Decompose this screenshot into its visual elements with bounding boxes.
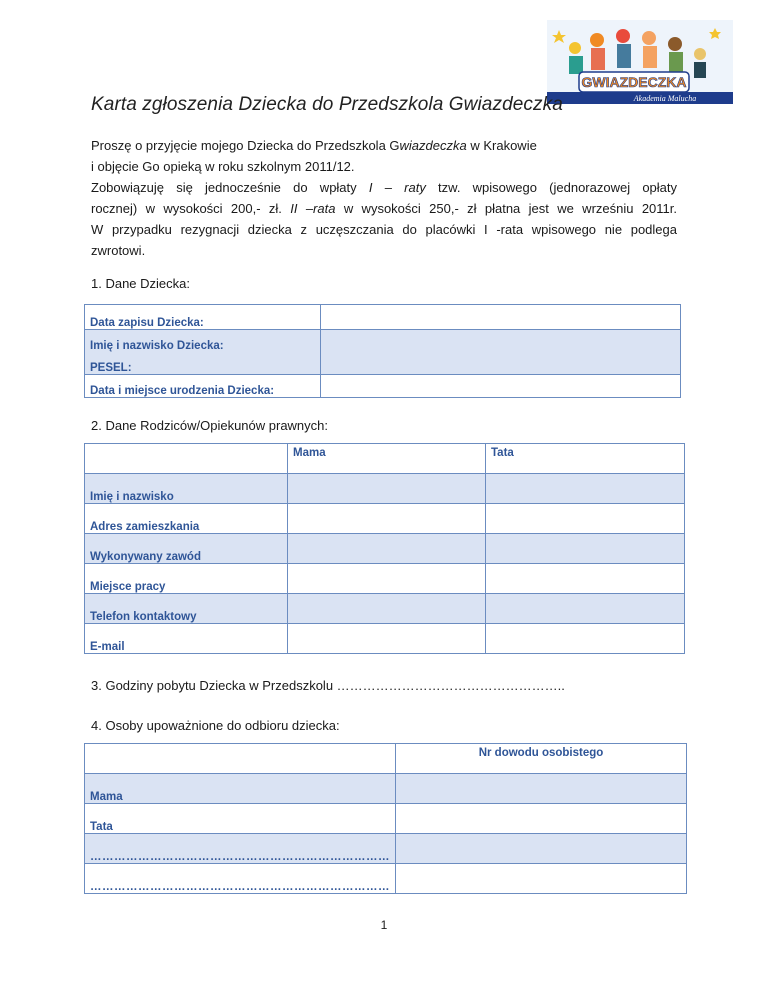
id-cell[interactable] <box>396 834 687 864</box>
tata-cell[interactable] <box>486 564 685 594</box>
row-label: Miejsce pracy <box>85 564 288 594</box>
child-data-table <box>84 304 681 398</box>
table-row <box>85 330 681 352</box>
value-cell[interactable] <box>321 305 681 330</box>
mama-cell[interactable] <box>288 564 486 594</box>
id-cell[interactable] <box>396 864 687 894</box>
table-row <box>85 305 681 330</box>
header-empty-cell <box>85 444 288 474</box>
dotted-name-line[interactable]: ………………………………………………………………… <box>85 864 396 894</box>
tata-cell[interactable] <box>486 504 685 534</box>
row-label: Tata <box>85 804 396 834</box>
mama-cell[interactable] <box>288 594 486 624</box>
table-row <box>85 564 685 594</box>
page-title: Karta zgłoszenia Dziecka do Przedszkola Gwiazdeczka <box>91 94 563 115</box>
tata-cell[interactable] <box>486 474 685 504</box>
table-row <box>85 864 687 894</box>
section1-heading: 1. Dane Dziecka: <box>91 276 190 291</box>
table-row <box>85 594 685 624</box>
column-header-id: Nr dowodu osobistego <box>396 744 687 774</box>
value-cell[interactable] <box>321 330 681 375</box>
value-cell[interactable] <box>321 375 681 398</box>
id-cell[interactable] <box>396 804 687 834</box>
mama-cell[interactable] <box>288 534 486 564</box>
row-label: PESEL: <box>85 352 321 375</box>
section4-heading: 4. Osoby upoważnione do odbioru dziecka: <box>91 718 340 733</box>
table-row <box>85 744 687 774</box>
tata-cell[interactable] <box>486 624 685 654</box>
mama-cell[interactable] <box>288 504 486 534</box>
row-label: Imię i nazwisko <box>85 474 288 504</box>
tata-cell[interactable] <box>486 534 685 564</box>
kindergarten-logo <box>545 18 735 106</box>
table-row <box>85 474 685 504</box>
column-header-tata: Tata <box>486 444 685 474</box>
row-label: Telefon kontaktowy <box>85 594 288 624</box>
dotted-name-line[interactable]: ………………………………………………………………… <box>85 834 396 864</box>
row-label: Imię i nazwisko Dziecka: <box>85 330 321 352</box>
logo-sub-text: Akademia Malucha <box>633 94 697 103</box>
tata-cell[interactable] <box>486 594 685 624</box>
logo-brand-text: GWIAZDECZKA <box>581 74 687 90</box>
table-row <box>85 624 685 654</box>
table-row <box>85 444 685 474</box>
header-empty-cell <box>85 744 396 774</box>
row-label: Wykonywany zawód <box>85 534 288 564</box>
table-row <box>85 375 681 398</box>
intro-paragraph: Proszę o przyjęcie mojego Dziecka do Przedszkola Gwiazdeczka w Krakowie i objęcie Go opieką w roku szkolnym 2011/12. Zobowiązuję się jednocześnie do wpłaty I – raty tzw. wpisowego (jednorazowej opłaty rocznej) w wysokości 200,- zł. II –rata w wysokości 250,- zł płatna jest we wrześniu 2011r. W przypadku rezygnacji dziecka z uczęszczania do placówki I -rata wpisowego nie podlega zwrotowi. <box>91 138 678 258</box>
row-label: Adres zamieszkania <box>85 504 288 534</box>
mama-cell[interactable] <box>288 474 486 504</box>
table-row <box>85 774 687 804</box>
table-row <box>85 504 685 534</box>
row-label: Mama <box>85 774 396 804</box>
row-label: E-mail <box>85 624 288 654</box>
row-label: Data i miejsce urodzenia Dziecka: <box>85 375 321 398</box>
parents-data-table <box>84 443 685 654</box>
section2-heading: 2. Dane Rodziców/Opiekunów prawnych: <box>91 418 329 433</box>
column-header-mama: Mama <box>288 444 486 474</box>
page-number: 1 <box>380 918 388 932</box>
row-label: Data zapisu Dziecka: <box>85 305 321 330</box>
mama-cell[interactable] <box>288 624 486 654</box>
table-row <box>85 834 687 864</box>
section3-heading: 3. Godziny pobytu Dziecka w Przedszkolu …………………………………………….. <box>91 678 565 693</box>
id-cell[interactable] <box>396 774 687 804</box>
table-row <box>85 804 687 834</box>
table-row <box>85 534 685 564</box>
authorized-persons-table <box>84 743 687 894</box>
